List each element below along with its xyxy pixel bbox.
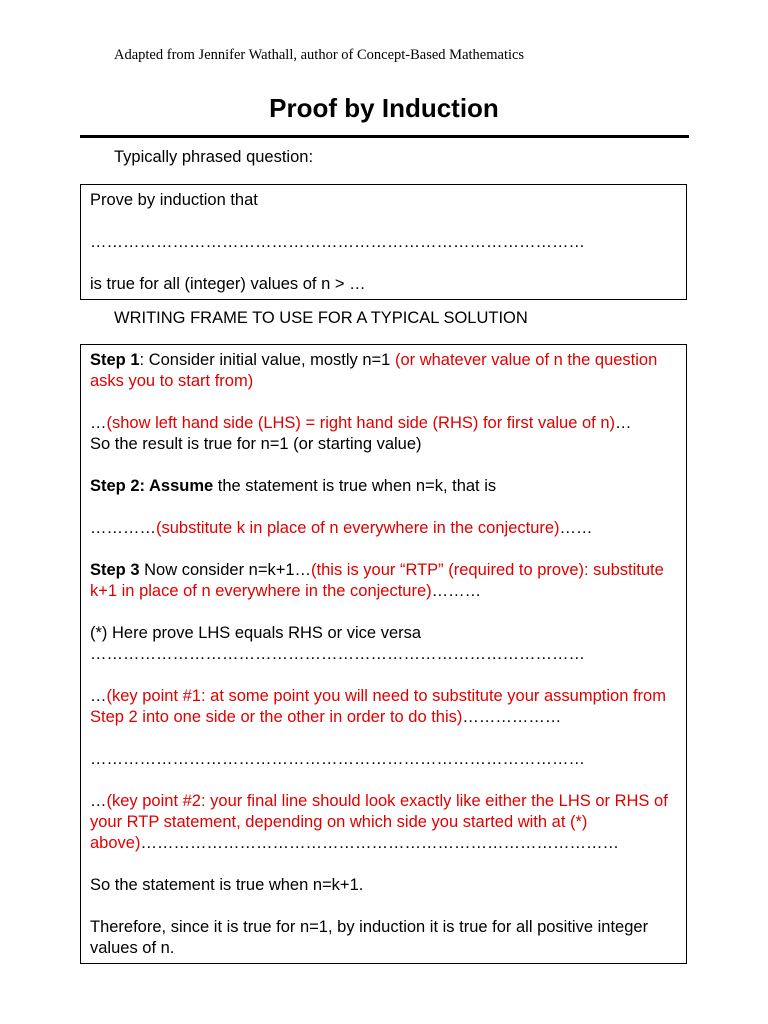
step-1-show-paragraph [90,413,677,455]
step-2-sub-hint: (substitute k in place of n everywhere in the conjecture) [156,519,560,537]
dotted-line: ……………………………………………………………………………… [90,750,585,768]
page-title: Proof by Induction [269,93,499,123]
key-point-1-hint: (key point #1: at some point you will need to substitute your assumption from Step 2 into one side or the other in order to do this) [90,687,666,726]
step-2-substitute-paragraph [90,518,677,539]
question-line-2: ……………………………………………………………………………… [90,233,585,251]
question-line-1: Prove by induction that [90,191,258,209]
key-1-post: ……………… [462,708,562,726]
step-1-show-post: … [615,414,632,432]
step-1-show-pre: … [90,414,107,432]
step-3-text: Now consider n=k+1… [139,561,312,579]
key-point-1-paragraph [90,686,677,728]
step-2-paragraph [90,476,677,497]
prove-line-1: (*) Here prove LHS equals RHS or vice versa [90,624,422,642]
step-2-text: the statement is true when n=k, that is [213,477,497,495]
step-2-sub-pre: ………… [90,519,156,537]
step-1-paragraph [90,350,677,392]
step-2-sub-post: …… [559,519,593,537]
step-1-hint: (or whatever value of n the question asks you to start from) [90,351,658,390]
question-label: Typically phrased question: [114,148,314,166]
step-2-heading: Step 2: Assume [90,477,214,495]
question-box [80,184,687,300]
key-point-2-paragraph [90,791,677,854]
step-1-text: : Consider initial value, mostly n=1 [139,351,395,369]
step-1-heading: Step 1 [90,351,140,369]
conclusion-2: Therefore, since it is true for n=1, by induction it is true for all positive integer values of n. [90,918,649,957]
step-3-post: ……… [431,582,482,600]
step-1-result: So the result is true for n=1 (or starting value) [90,435,422,453]
key-2-pre: … [90,792,107,810]
key-2-post: …………………………………………………………………………… [140,834,619,852]
step-1-show-hint: (show left hand side (LHS) = right hand side (RHS) for first value of n) [106,414,616,432]
prove-line-2: ……………………………………………………………………………… [90,645,585,663]
writing-frame-box [80,344,687,964]
question-line-3: is true for all (integer) values of n > … [90,275,366,293]
step-3-hint: (this is your “RTP” (required to prove): substitute k+1 in place of n everywhere in the conjecture) [90,561,664,600]
step-3-heading: Step 3 [90,561,140,579]
key-1-pre: … [90,687,107,705]
key-point-2-hint: (key point #2: your final line should look exactly like either the LHS or RHS of your RTP statement, depending on which side you started with at (*) above) [90,792,668,852]
frame-label: WRITING FRAME TO USE FOR A TYPICAL SOLUTION [114,309,528,327]
step-3-paragraph [90,560,677,602]
prove-paragraph [90,623,677,665]
title-divider [80,135,689,138]
attribution-line: Adapted from Jennifer Wathall, author of Concept-Based Mathematics [114,47,525,63]
conclusion-1: So the statement is true when n=k+1. [90,876,364,894]
